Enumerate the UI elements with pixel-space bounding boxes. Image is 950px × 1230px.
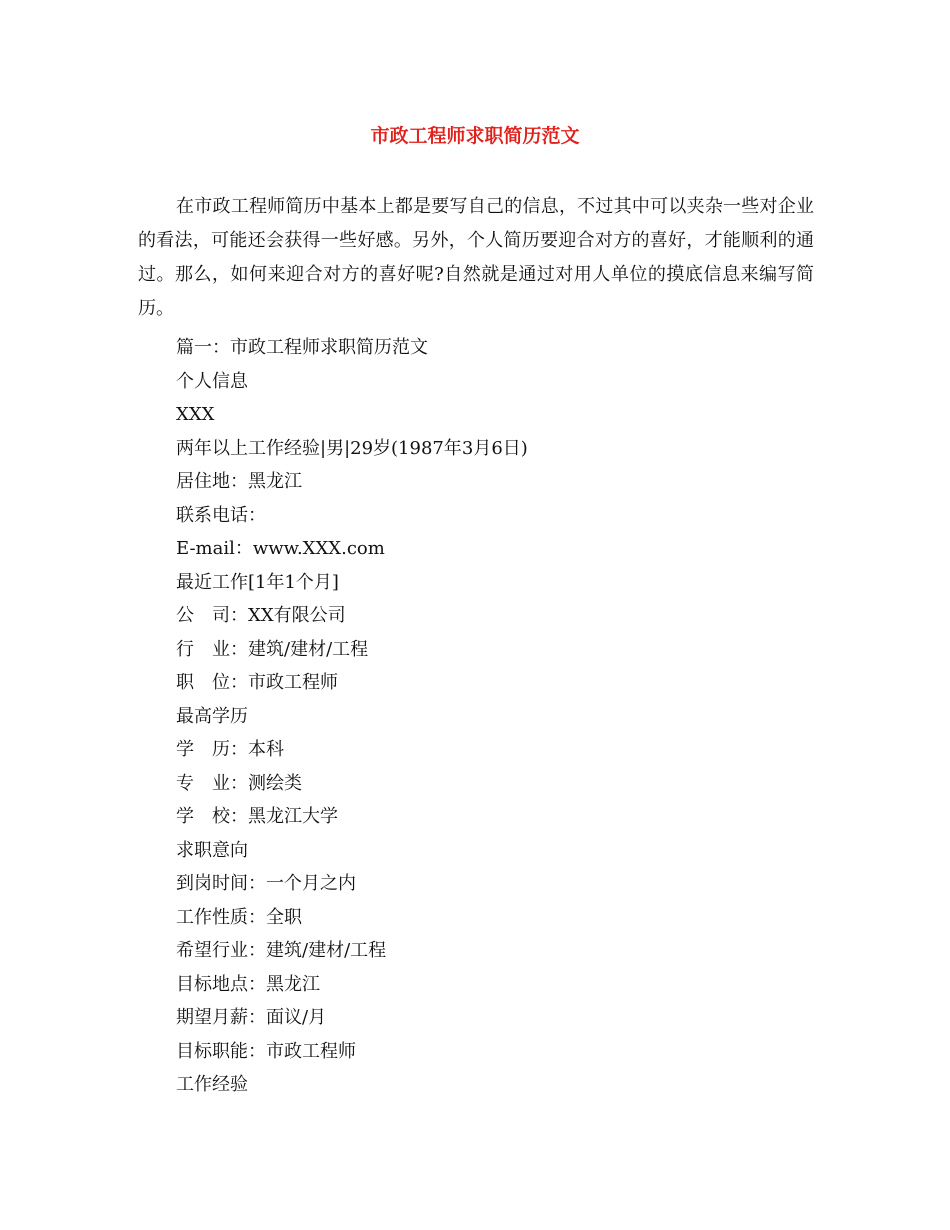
line-residence: 居住地：黑龙江 (176, 471, 302, 492)
line-school: 学 校：黑龙江大学 (176, 806, 338, 827)
line-email: E-mail：www.XXX.com (176, 538, 385, 559)
line-desired-industry: 希望行业：建筑/建材/工程 (176, 940, 387, 961)
line-section-heading: 篇一：市政工程师求职简历范文 (176, 337, 428, 358)
line-personal-info: 个人信息 (176, 370, 248, 392)
line-phone: 联系电话： (176, 504, 266, 526)
line-recent-work: 最近工作[1年1个月] (176, 571, 339, 593)
line-target-function: 目标职能：市政工程师 (176, 1040, 356, 1062)
line-degree: 学 历：本科 (176, 739, 284, 760)
line-company: 公 司：XX有限公司 (176, 605, 346, 626)
line-position: 职 位：市政工程师 (176, 672, 338, 693)
line-target-location: 目标地点：黑龙江 (176, 973, 320, 995)
line-education-heading: 最高学历 (176, 705, 248, 727)
line-job-type: 工作性质：全职 (176, 906, 302, 928)
resume-lines (176, 331, 528, 1102)
line-intent-heading: 求职意向 (176, 839, 248, 861)
line-start-time: 到岗时间：一个月之内 (176, 873, 356, 894)
line-salary: 期望月薪：面议/月 (176, 1007, 327, 1028)
line-experience-heading: 工作经验 (176, 1074, 248, 1095)
line-major: 专 业：测绘类 (176, 772, 302, 794)
intro-paragraph: 在市政工程师简历中基本上都是要写自己的信息，不过其中可以夹杂一些对企业的看法，可能还会获得一些好感。另外，个人简历要迎合对方的喜好，才能顺利的通过。那么，如何来迎合对方的喜好呢?自然就是通过对用人单位的摸底信息来编写简历。 (138, 196, 814, 319)
line-summary: 两年以上工作经验|男|29岁(1987年3月6日) (176, 437, 528, 459)
line-name: XXX (176, 404, 215, 425)
document-title: 市政工程师求职简历范文 (370, 125, 580, 147)
line-industry: 行 业：建筑/建材/工程 (176, 638, 369, 660)
